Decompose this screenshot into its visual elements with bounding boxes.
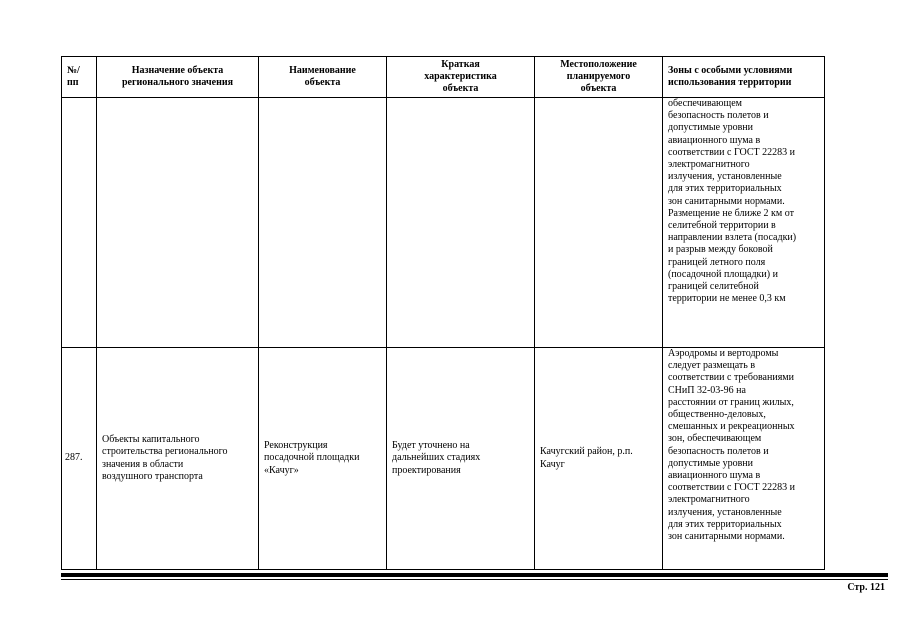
table-header-row [62, 57, 825, 98]
header-zones: Зоны с особыми условиями использования территории [663, 57, 825, 98]
header-name: Наименование объекта [259, 57, 387, 98]
row-characteristic: Будет уточнено на дальнейших стадиях проектирования [387, 348, 535, 570]
row-zones: обеспечивающем безопасность полетов и допустимые уровни авиационного шума в соответствии с ГОСТ 22283 и электромагнитного излучения, установленные для этих территориальных зон санитарными нормами. Размещение не ближе 2 км от селитебной территории в направлении взлета (посадки) и разрыв между боковой границей летного поля (посадочной площадки) и границей селитебной территории не менее 0,3 км [663, 98, 825, 348]
footer-divider-thick [61, 573, 888, 577]
row-name [259, 98, 387, 348]
row-zones: Аэродромы и вертодромы следует размещать в соответствии с требованиями СНиП 32-03-96 на расстоянии от границ жилых, общественно-деловых, смешанных и рекреационных зон, обеспечивающем безопасность полетов и допустимые уровни авиационного шума в соответствии с ГОСТ 22283 и электромагнитного излучения, установленные для этих территориальных зон санитарными нормами. [663, 348, 825, 570]
header-purpose: Назначение объекта регионального значения [97, 57, 259, 98]
header-characteristic: Краткая характеристика объекта [387, 57, 535, 98]
row-characteristic [387, 98, 535, 348]
table-row [62, 348, 825, 570]
header-location: Местоположение планируемого объекта [535, 57, 663, 98]
footer-divider-thin [61, 579, 888, 580]
row-purpose: Объекты капитального строительства регионального значения в области воздушного транспорта [97, 348, 259, 570]
row-number: 287. [62, 348, 97, 570]
page-number: Стр. 121 [847, 582, 885, 593]
row-location: Качугский район, р.п. Качуг [535, 348, 663, 570]
planning-table [61, 56, 825, 570]
row-name: Реконструкция посадочной площадки «Качуг» [259, 348, 387, 570]
row-purpose [97, 98, 259, 348]
header-number: №/ пп [62, 57, 97, 98]
table-row [62, 98, 825, 348]
row-location [535, 98, 663, 348]
row-number [62, 98, 97, 348]
